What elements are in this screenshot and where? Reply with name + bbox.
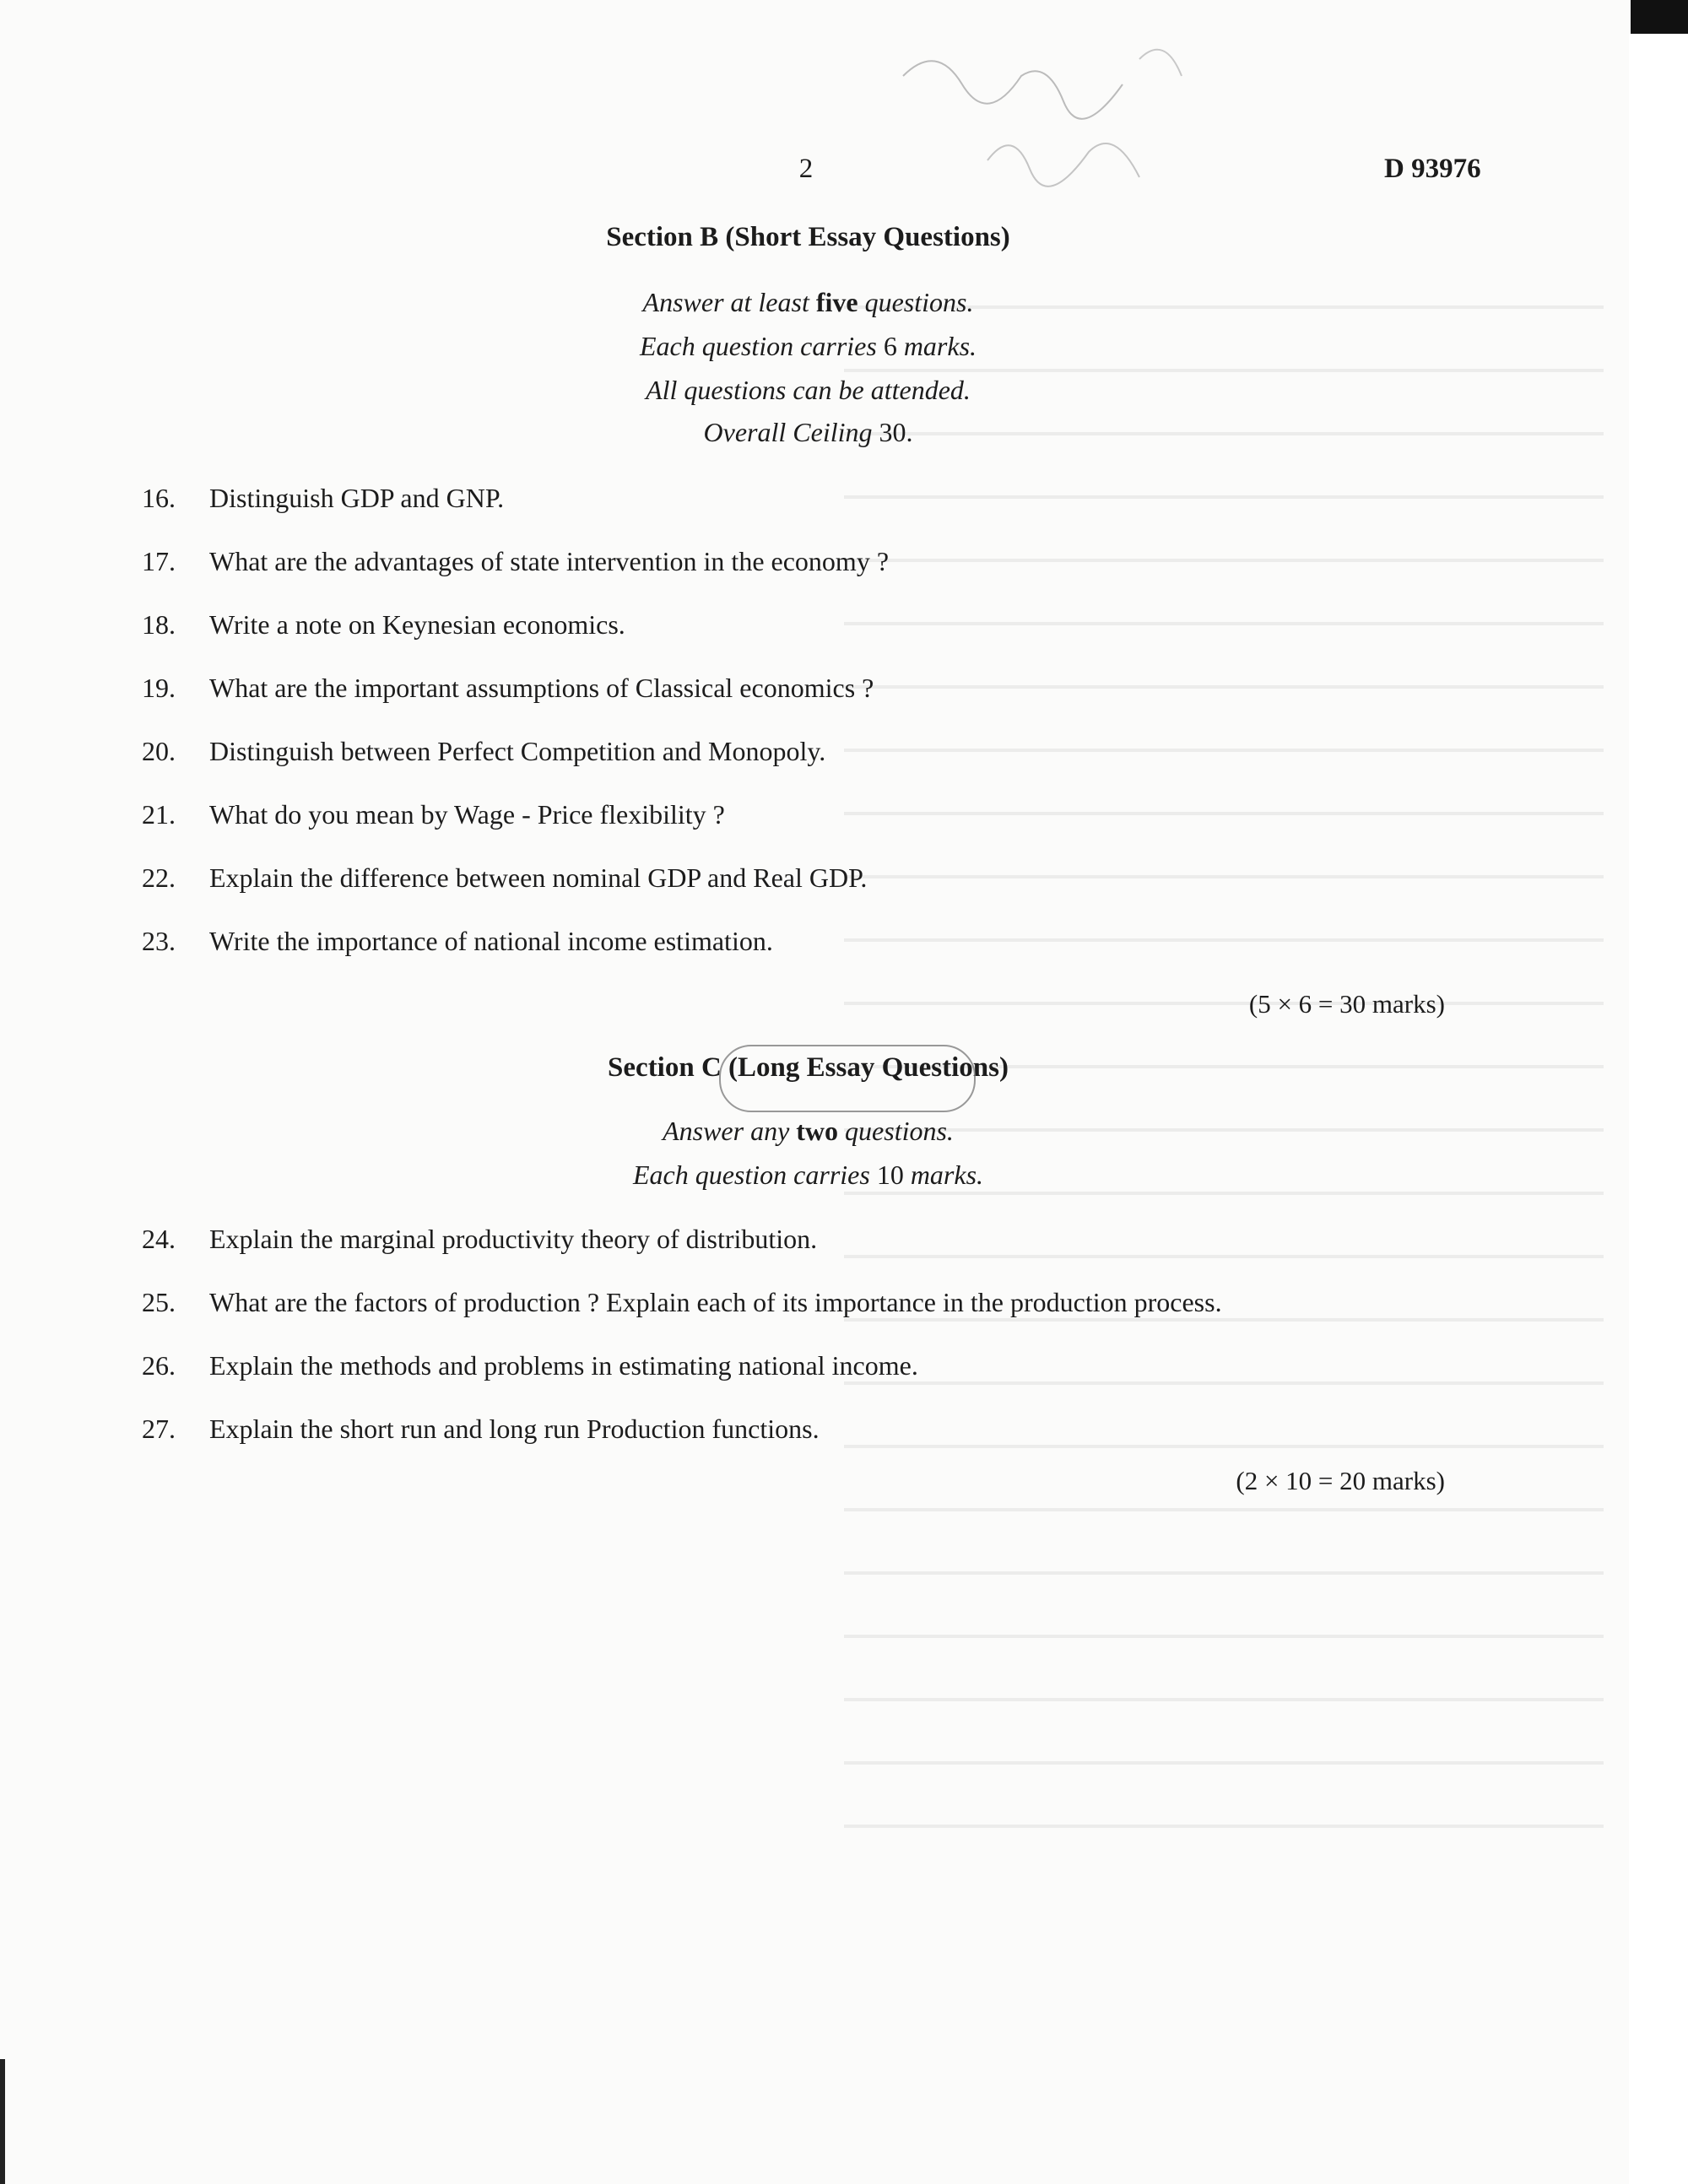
section-b-instruction-1: Answer at least five questions. (642, 287, 974, 317)
paper-code: D 93976 (1384, 154, 1481, 184)
question-17: 17. What are the advantages of state intervention in the economy ? (142, 546, 890, 576)
watermark-stamp (719, 1045, 976, 1112)
question-25: 25. What are the factors of production ? Explain each of its importance in the production process. (142, 1287, 1222, 1317)
section-b-instruction-3: All questions can be attended. (646, 375, 971, 405)
section-c-heading: Section C (Long Essay Questions) (608, 1052, 1009, 1083)
question-27: 27. Explain the short run and long run Production functions. (142, 1414, 820, 1444)
section-b-heading: Section B (Short Essay Questions) (606, 222, 1010, 252)
section-b-instruction-2: Each question carries 6 marks. (639, 331, 977, 361)
handwritten-scribble-icon (886, 25, 1308, 203)
question-19: 19. What are the important assumptions of Classical economics ? (142, 673, 874, 703)
question-24: 24. Explain the marginal productivity theory of distribution. (142, 1224, 818, 1254)
scan-edge-mark (0, 2059, 5, 2184)
question-21: 21. What do you mean by Wage - Price flexibility ? (142, 799, 725, 830)
question-16: 16. Distinguish GDP and GNP. (142, 483, 505, 513)
page-number: 2 (798, 154, 814, 184)
scan-corner-mark (1631, 0, 1688, 34)
question-26: 26. Explain the methods and problems in estimating national income. (142, 1350, 918, 1381)
question-23: 23. Write the importance of national income estimation. (142, 926, 773, 956)
section-c-marks: (2 × 10 = 20 marks) (1236, 1466, 1445, 1495)
question-18: 18. Write a note on Keynesian economics. (142, 609, 625, 640)
section-b-marks: (5 × 6 = 30 marks) (1248, 989, 1445, 1019)
question-22: 22. Explain the difference between nominal GDP and Real GDP. (142, 862, 868, 893)
question-20: 20. Distinguish between Perfect Competition and Monopoly. (142, 736, 826, 766)
section-c-instruction-1: Answer any two questions. (663, 1116, 954, 1146)
section-b-instruction-4: Overall Ceiling 30. (703, 417, 913, 447)
section-c-instruction-2: Each question carries 10 marks. (632, 1160, 984, 1190)
scan-margin (1629, 0, 1688, 2184)
